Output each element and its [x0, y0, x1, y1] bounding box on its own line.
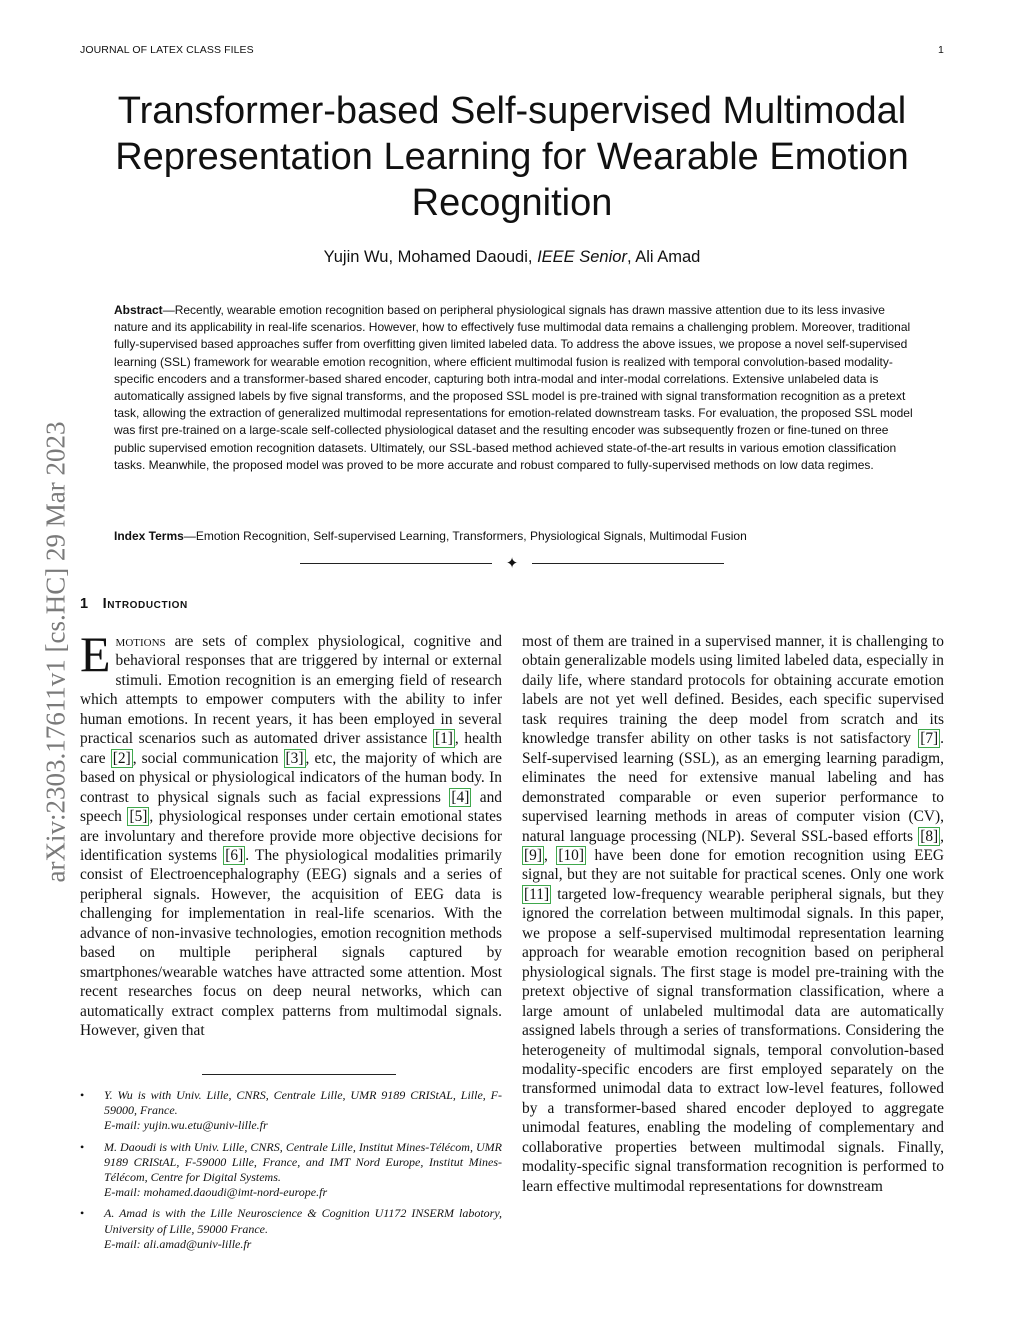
diamond-icon: ✦ — [505, 554, 519, 572]
citation-link[interactable]: [7] — [920, 730, 939, 748]
footnote-email[interactable]: E-mail: yujin.wu.etu@univ-lille.fr — [104, 1118, 268, 1133]
citation-separator: , — [543, 846, 557, 864]
citation-link[interactable]: [10] — [558, 846, 584, 864]
citation-link[interactable]: [8] — [920, 827, 939, 845]
author-names-end: , Ali Amad — [626, 248, 701, 266]
intro-text: , health care — [80, 730, 502, 767]
citation-link[interactable]: [5] — [129, 808, 148, 826]
bullet-icon: • — [80, 1088, 85, 1102]
abstract — [114, 302, 914, 474]
section-number: 1 — [80, 596, 89, 612]
footnote-affiliation: Y. Wu is with Univ. Lille, CNRS, Centrale Lille, UMR 9189 CRIStAL, Lille, F-59000, France. — [104, 1088, 502, 1118]
author-names: Yujin Wu, Mohamed Daoudi, — [323, 248, 538, 266]
intro-text: and speech — [80, 788, 503, 826]
intro-text: . Self-supervised learning (SSL), as an emerging learning paradigm, eliminates the need for extensive manual labeling and has demonstrated comparable or even superior performance to supervised learning methods in areas of computer vision (CV), natural language processing (NLP). Several SSL-based efforts — [522, 730, 944, 845]
footnote-email[interactable]: E-mail: ali.amad@univ-lille.fr — [104, 1236, 252, 1251]
abstract-label: Abstract — [114, 303, 163, 317]
journal-name: JOURNAL OF LATEX CLASS FILES — [80, 44, 254, 56]
intro-smallcaps: motions — [115, 633, 166, 650]
divider-line-left — [300, 563, 492, 564]
citation-link[interactable]: [2] — [112, 749, 131, 767]
index-terms — [114, 528, 914, 545]
footnote-email[interactable]: E-mail: mohamed.daoudi@imt-nord-europe.fr — [104, 1185, 328, 1200]
paper-title: Transformer-based Self-supervised Multimodal Representation Learning for Wearable Emotion Recognition — [115, 90, 909, 224]
intro-text: have been done for emotion recognition using EEG signal, but they are not suitable for practical scenes. Only one work — [522, 846, 944, 884]
page-number: 1 — [938, 44, 944, 56]
intro-text: targeted low-frequency wearable peripheral signals, but they ignored the correlation between multimodal signals. In this paper, we propose a self-supervised multimodal representation learning approach for wearable emotion recognition based on peripheral physiological signals. The first stage is model pre-training with the pretext objective of signal transformation classification, where a large amount of unlabeled multimodal data are automatically assigned labels through a series of transformations. Considering the heterogeneity of multimodal signals, temporal convolution-based modality-specific encoders are first employed separately on the transformed unimodal data to extract low-level features, followed by a transformer-based shared encoder deployed to aggregate unimodal features, enabling the modeling of complementary and collaborative properties between multimodal signals. Finally, modality-specific signal transformation recognition is performed to learn effective multimodal representations for downstream — [522, 885, 944, 1195]
footnote-item — [80, 1140, 502, 1201]
intro-text: are sets of complex physiological, cognitive and behavioral responses that are triggered by internal or external stimuli. Emotion recognition is an emerging field of research which attempts to empower computers with the ability to infer human emotions. In recent years, it has been employed in several practical scenarios such as automated driver assistance — [80, 633, 502, 748]
index-terms-text: —Emotion Recognition, Self-supervised Learning, Transformers, Physiological Signals, Multimodal Fusion — [183, 529, 747, 543]
footnote-affiliation: A. Amad is with the Lille Neuroscience & Cognition U1172 INSERM labotory, University of Lille, 59000 France. — [104, 1206, 502, 1236]
bullet-icon: • — [80, 1206, 85, 1221]
citation-separator: , — [940, 827, 944, 845]
citation-link[interactable]: [9] — [524, 846, 542, 864]
section-title: Introduction — [102, 596, 188, 612]
intro-text: . The physiological modalities primarily consist of Electroencephalography (EEG) signals and a series of peripheral signals. However, the acquisition of EEG data is challenging for implementation in real-life scenarios. With the advance of non-invasive technologies, emotion recognition methods based on multiple peripheral signals captured by smartphones/wearable watches have attracted some attention. Most recent researches focus on deep neural networks, which can automatically extract complex patterns from multimodal signals. However, given that — [80, 846, 502, 1040]
citation-link[interactable]: [4] — [451, 788, 470, 806]
footnote-rule — [202, 1074, 396, 1075]
footnotes — [80, 1088, 502, 1258]
author-line — [80, 248, 944, 267]
citation-link[interactable]: [1] — [434, 730, 453, 748]
index-terms-label: Index Terms — [114, 529, 184, 543]
footnote-item — [80, 1088, 502, 1134]
intro-column-left — [80, 626, 503, 1041]
running-header — [80, 44, 944, 62]
intro-text: , social communication — [132, 749, 284, 767]
author-role: IEEE Senior — [537, 248, 627, 266]
footnote-item — [80, 1206, 502, 1252]
intro-text: most of them are trained in a supervised manner, it is challenging to obtain generalizable models using limited labeled data, especially in daily life, where standard protocols for obtaining accurate emotion labels are not yet well defined. Besides, each specific supervised task requires training the deep model from scratch and its knowledge transfer ability on other tasks is not satisfactory — [522, 633, 944, 748]
intro-text: , etc, the majority of which are based on physical or physiological indicators of the human body. In contrast to physical signals such as facial expressions — [80, 749, 503, 806]
footnote-affiliation: M. Daoudi is with Univ. Lille, CNRS, Centrale Lille, Institut Mines-Télécom, UMR 9189 CRIStAL, F-59000 Lille, France, and IMT Nord Europe, Institut Mines-Télécom, Centre for Digital Systems. — [104, 1139, 502, 1185]
intro-text: , physiological responses under certain emotional states are involuntary and therefore provide more objective decisions for identification systems — [80, 808, 502, 864]
section-divider — [300, 556, 724, 572]
drop-cap: E — [80, 626, 111, 682]
citation-link[interactable]: [3] — [285, 749, 304, 767]
abstract-text: —Recently, wearable emotion recognition based on peripheral physiological signals has drawn massive attention due to its less invasive nature and its applicability in real-life scenarios. However, how to effectively fuse multimodal data remains a challenging problem. Moreover, traditional fully-supervised based approaches suffer from overfitting given limited labeled data. To address the above issues, we propose a novel self-supervised learning (SSL) framework for wearable emotion recognition, where efficient multimodal fusion is realized with temporal convolution-based modality-specific encoders and a transformer-based shared encoder, capturing both intra-modal and inter-modal correlations. Extensive unlabeled data is automatically assigned labels by five signal transforms, and the proposed SSL model is pre-trained with signal transformation recognition as a pretext task, allowing the extraction of generalized multimodal representations for emotion-related downstream tasks. For evaluation, the proposed SSL model was first pre-trained on a large-scale self-collected physiological dataset and the resulting encoder was subsequently frozen or fine-tuned on three public supervised emotion recognition datasets. Ultimately, our SSL-based method achieved state-of-the-art results in various emotion classification tasks. Meanwhile, the proposed model was proved to be more accurate and robust compared to fully-supervised methods on low data regimes. — [114, 303, 913, 472]
citation-link[interactable]: [11] — [524, 885, 550, 903]
citation-link[interactable]: [6] — [225, 846, 244, 864]
arxiv-identifier: arXiv:2303.17611v1 [cs.HC] 29 Mar 2023 — [40, 421, 71, 883]
section-heading — [80, 596, 188, 612]
bullet-icon: • — [80, 1139, 85, 1154]
intro-column-right — [522, 632, 944, 1196]
divider-line-right — [532, 563, 724, 564]
